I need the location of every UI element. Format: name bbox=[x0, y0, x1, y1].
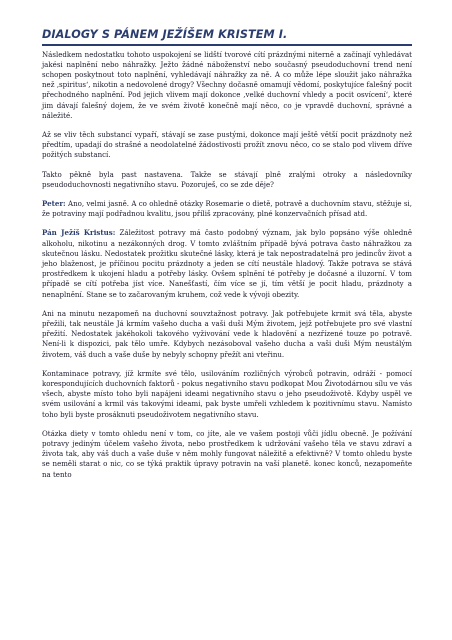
paragraph-6 bbox=[42, 309, 412, 360]
paragraph-8 bbox=[42, 429, 412, 480]
paragraph-text: Takto pěkně byla past nastavena. Takže se stávají plně zralými otroky a následovníky pseudoduchovnosti negativního stavu. Pozoruješ, co se zde děje? bbox=[42, 169, 412, 189]
paragraph-1 bbox=[42, 50, 412, 121]
paragraph-text: Následkem nedostatku tohoto uspokojení se lidští tvorové cítí prázdnými niterně a začínají vyhledávat jakési naplnění nebo náhražky. Ježto žádné náboženství nebo současný pseudoduchovní trend není schopen poskytnout toto naplnění, vyhledávají náhražky za ně. A co může lépe sloužit jako náhražka než ‚spiritus‘, nikotin a nedovolené drogy? Všechny dočasně omamují vědomí, poskytujíce falešný pocit přechodného naplnění. Pod jejich vlivem mají dokonce ‚velké duchovní vhledy a pocit osvícení‘, které jim dávají falešný dojem, že ve svém životě konečně mají něco, co je vpravdě duchovní, správné a náležité. bbox=[42, 49, 412, 120]
paragraph-text: Otázka diety v tomto ohledu není v tom, co jíte, ale ve vašem postoji vůči jídlu obecně. Je požívání potravy jediným účelem vašeho života, nebo prostředkem k udržování vašeho těla ve stavu zdraví a života tak, aby váš duch a vaše duše v něm mohly fungovat náležitě a efektivně? V tomto ohledu byste se neměli starat o nic, co se týká praktik úpravy potravin na vaší planetě. konec konců, nezapomeňte na tento bbox=[42, 428, 412, 479]
paragraph-text: Záležitost potravy má často podobný význam, jak bylo popsáno výše ohledně alkoholu, nikotinu a nezákonných drog. V tomto zvláštním případě bývá potrava často náhražkou za skutečnou lásku. Nedostatek prožitku skutečné lásky, která je tak nepostradatelná pro jedincův život a jeho blaženost, je příčinou pocitu prázdnoty a jeden se cítí neustále hladový. Takže potrava se stává prostředkem k ukojení hladu a potřeby lásky. Ovšem splnění té potřeby je dočasné a iluzorní. V tom případě se cítí potřeba jíst více. Nanešťastí, čím více se jí, tím větší je pocit hladu, prázdnoty a nenaplnění. Stane se to začarovaným kruhem, což vede k vývoji obezity. bbox=[42, 228, 412, 299]
paragraph-text: Kontaminace potravy, jíž krmíte své tělo, usilováním rozličných výrobců potravin, odráží - pomocí korespondujících duchovních faktorů - pokus negativního stavu podkopat Mou Životodárnou sílu ve vás všech, abyste místo toho byli napájeni ideami negativního stavu o jeho pseudoživotě. Kdyby uspěl ve svém usilování a krmil vás takovými ideami, pak byste umřeli vzhledem k pozitivnímu stavu. Namísto toho byli byste prosáknuti pseudoživotem negativního stavu. bbox=[42, 368, 412, 419]
paragraph-text: Ani na minutu nezapomeň na duchovní souvztažnost potravy. Jak potřebujete krmit svá těla, abyste přežili, tak neustále Já krmím vašeho ducha a vaši duši Mým životem, jejž potřebujete pro své vlastní přežití. Nedostatek jakéhokoli takového vyživování vede k hladovění a nezřízené touze po potravě. Není-li k dispozici, pak tělo umře. Kdybych nezásoboval vašeho ducha a vaši duši Mým neustálým životem, váš duch a vaše duše by nebyly schopny přežít ani vteřinu. bbox=[42, 308, 412, 359]
paragraph-3 bbox=[42, 170, 412, 190]
document-body bbox=[42, 50, 412, 480]
speaker-label: Pán Ježíš Kristus: bbox=[42, 228, 116, 238]
paragraph-7 bbox=[42, 369, 412, 420]
paragraph-text: Ano, velmi jasně. A co ohledně otázky Rosemarie o dietě, potravě a duchovním stavu, stěžuje si, že potraviny mají podřadnou kvalitu, jsou příliš zpracovány, plné konzervačních přísad atd. bbox=[42, 198, 412, 219]
title-underline bbox=[42, 44, 412, 46]
paragraph-5 bbox=[42, 228, 412, 299]
speaker-label: Peter: bbox=[42, 198, 66, 208]
paragraph-2 bbox=[42, 130, 412, 161]
document-title: DIALOGY S PÁNEM JEŽÍŠEM KRISTEM I. bbox=[42, 28, 288, 41]
paragraph-text: Až se vliv těch substancí vypaří, stávají se zase pustými, dokonce mají ještě větší pocit prázdnoty než předtím, upadají do strašné a neodolatelné žádostivosti prožít znovu něco, co se stalo pod vlivem dříve požitých substancí. bbox=[42, 129, 412, 160]
paragraph-4 bbox=[42, 199, 412, 219]
page-header bbox=[42, 0, 412, 46]
